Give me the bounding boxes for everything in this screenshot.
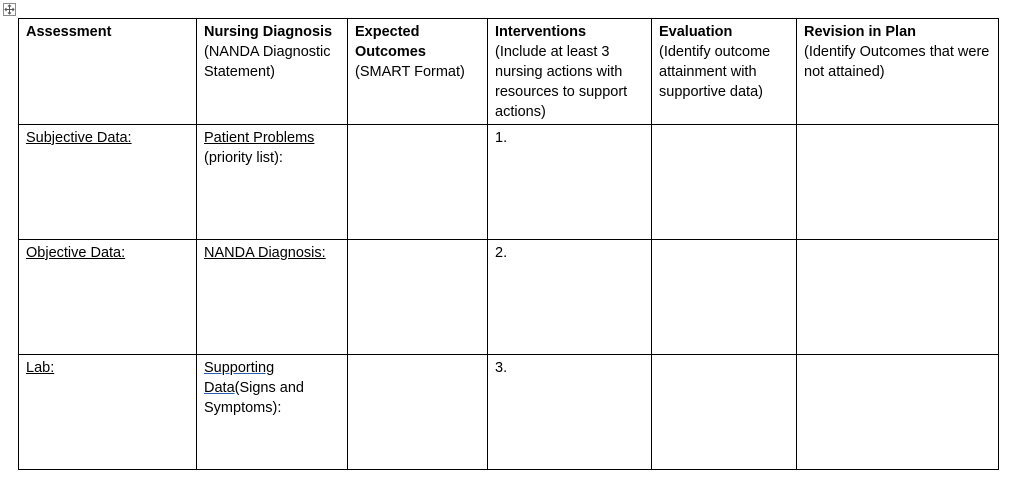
header-subtitle: (NANDA Diagnostic Statement) [204,44,331,80]
outcomes-cell[interactable] [348,240,488,355]
header-revision-in-plan[interactable] [797,19,999,125]
header-subtitle: (SMART Format) [355,64,465,80]
interventions-cell[interactable] [488,355,652,470]
header-subtitle: (Identify outcome attainment with supportive data) [659,44,771,100]
intervention-number: 3. [495,360,508,376]
care-plan-table [18,18,999,470]
table-row [19,355,999,470]
header-evaluation[interactable] [652,19,797,125]
revision-cell[interactable] [797,240,999,355]
header-expected-outcomes[interactable] [348,19,488,125]
header-subtitle: (Identify Outcomes that were not attained) [804,44,990,80]
header-title: Nursing Diagnosis [204,24,333,40]
table-row [19,125,999,240]
evaluation-cell[interactable] [652,125,797,240]
diagnosis-label-suffix: (Signs and Symptoms): [204,380,304,416]
diagnosis-cell[interactable] [197,355,348,470]
diagnosis-cell[interactable] [197,240,348,355]
diagnosis-label: Supporting Data [204,360,275,396]
table-row [19,240,999,355]
intervention-number: 1. [495,130,508,146]
header-nursing-diagnosis[interactable] [197,19,348,125]
header-title: Assessment [26,24,112,40]
header-row [19,19,999,125]
header-title: Interventions [495,24,587,40]
assessment-cell[interactable] [19,355,197,470]
header-interventions[interactable] [488,19,652,125]
header-assessment[interactable] [19,19,197,125]
table-move-handle-icon[interactable] [3,3,16,16]
outcomes-cell[interactable] [348,125,488,240]
assessment-cell[interactable] [19,125,197,240]
interventions-cell[interactable] [488,240,652,355]
diagnosis-label-suffix: (priority list): [204,150,283,166]
revision-cell[interactable] [797,355,999,470]
assessment-label: Objective Data: [26,245,126,261]
header-title: Revision in Plan [804,24,916,40]
header-subtitle: (Include at least 3 nursing actions with resources to support actions) [495,44,628,120]
evaluation-cell[interactable] [652,240,797,355]
revision-cell[interactable] [797,125,999,240]
diagnosis-cell[interactable] [197,125,348,240]
assessment-label: Subjective Data: [26,130,132,146]
evaluation-cell[interactable] [652,355,797,470]
header-title: Evaluation [659,24,733,40]
intervention-number: 2. [495,245,508,261]
assessment-cell[interactable] [19,240,197,355]
interventions-cell[interactable] [488,125,652,240]
diagnosis-label: NANDA Diagnosis: [204,245,326,261]
assessment-label: Lab: [26,360,55,376]
header-title: Expected Outcomes [355,24,426,60]
diagnosis-label: Patient Problems [204,130,315,146]
outcomes-cell[interactable] [348,355,488,470]
